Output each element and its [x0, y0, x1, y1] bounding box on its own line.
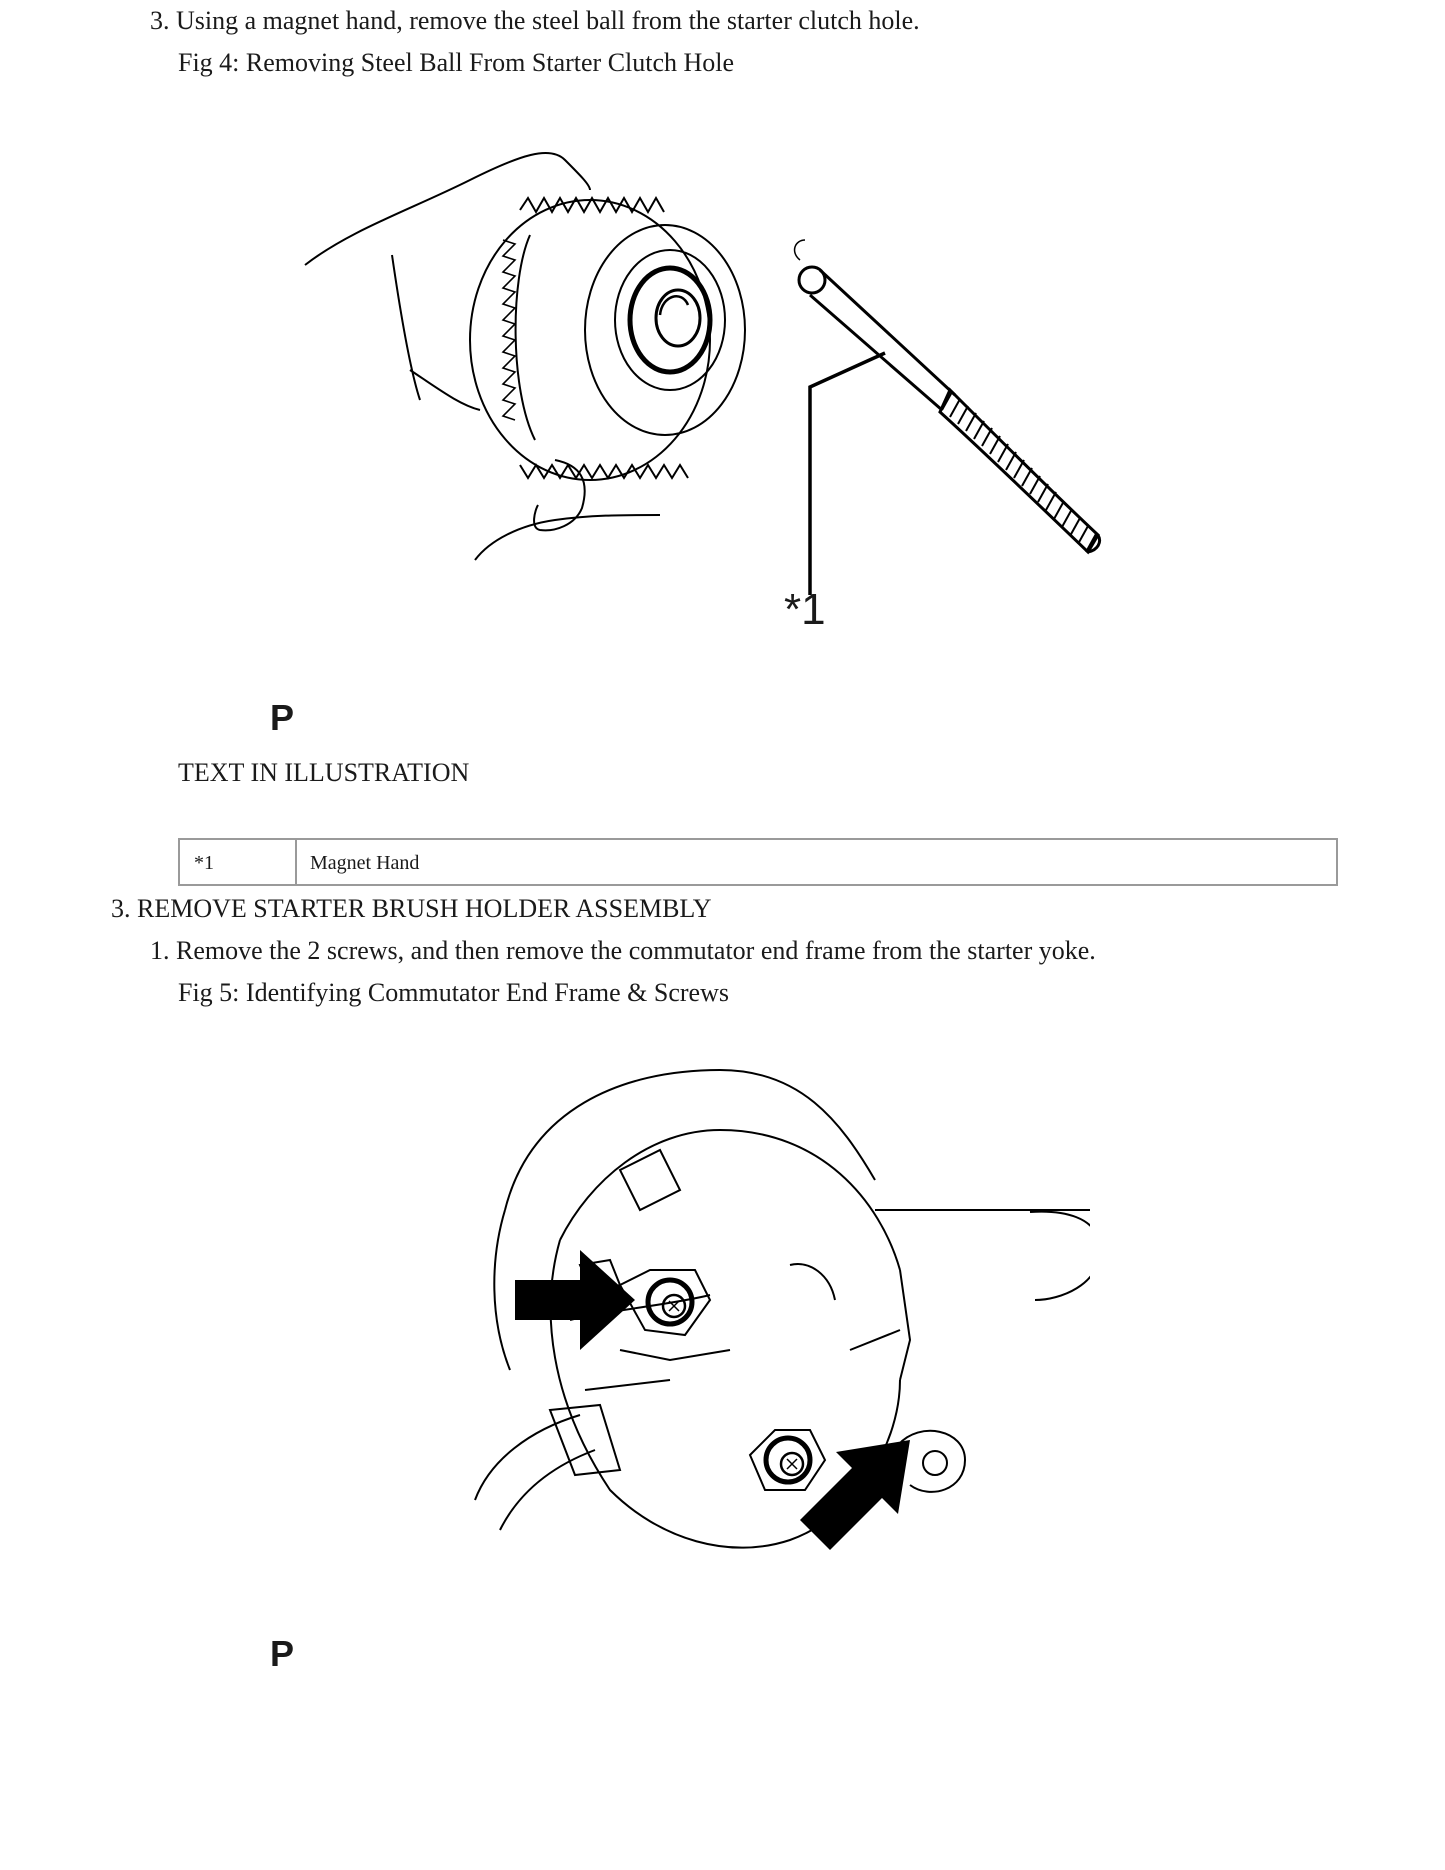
- legend-value: Magnet Hand: [310, 852, 420, 874]
- arrow-icon: [515, 1250, 635, 1350]
- illustration-legend-table: [178, 838, 1338, 886]
- section-3-heading: 3. REMOVE STARTER BRUSH HOLDER ASSEMBLY: [111, 894, 712, 923]
- text-in-illustration-heading: TEXT IN ILLUSTRATION: [178, 758, 470, 787]
- figure-4-corner-mark: P: [270, 697, 295, 738]
- figure-4-caption: Fig 4: Removing Steel Ball From Starter Clutch Hole: [178, 48, 735, 77]
- arrow-icon: [800, 1440, 910, 1550]
- figure-5-corner-mark: P: [270, 1633, 295, 1674]
- legend-key: *1: [194, 852, 214, 874]
- figure-4-callout: *1: [784, 585, 826, 634]
- step-3-text: 3. Using a magnet hand, remove the steel ball from the starter clutch hole.: [150, 6, 920, 35]
- figure-4-illustration: [290, 140, 1230, 660]
- figure-5-illustration: [470, 1060, 1090, 1620]
- substep-1-text: 1. Remove the 2 screws, and then remove the commutator end frame from the starter yoke.: [150, 936, 1096, 965]
- figure-5-caption: Fig 5: Identifying Commutator End Frame & Screws: [178, 978, 729, 1007]
